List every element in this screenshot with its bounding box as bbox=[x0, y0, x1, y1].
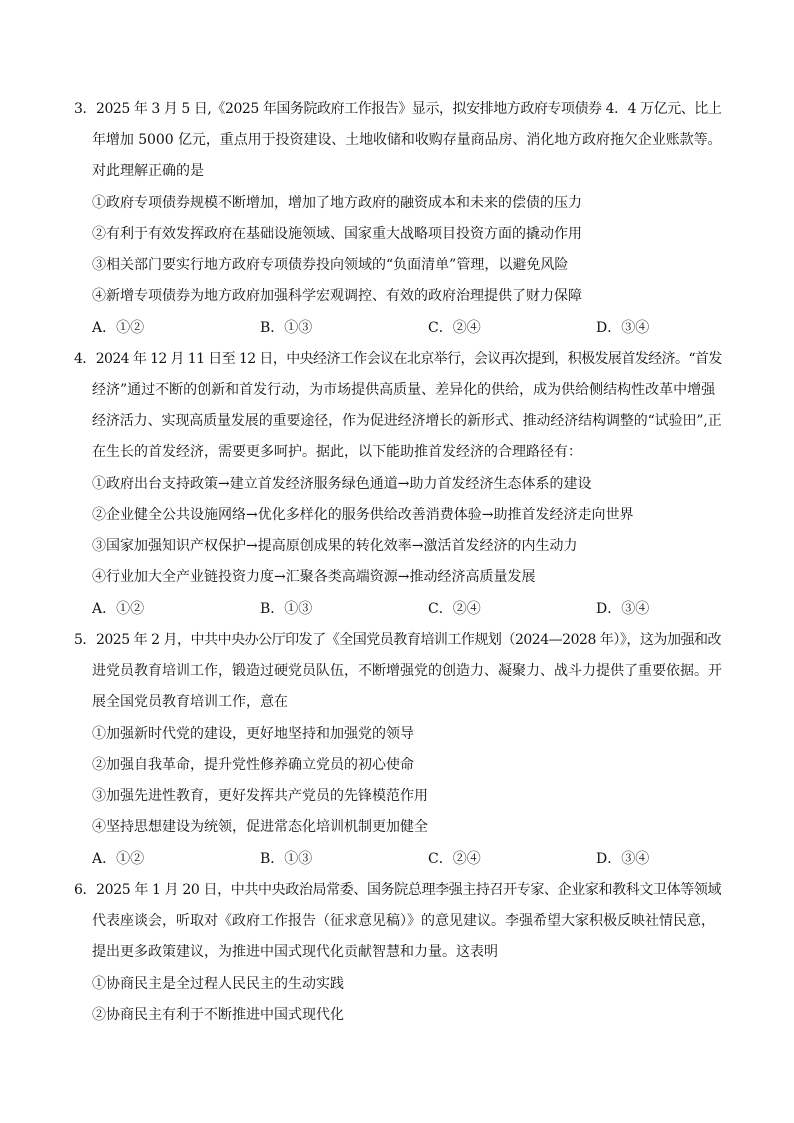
question-3-choice-a: A．①② bbox=[92, 320, 145, 336]
question-4-line-4: 在生长的首发经济，需要更多呵护。据此，以下能助推首发经济的合理路径有： bbox=[92, 444, 582, 460]
question-5-option-2: ②加强自我革命，提升党性修养确立党员的初心使命 bbox=[92, 757, 414, 773]
question-5-choice-a: A．①② bbox=[92, 851, 145, 867]
question-4-option-1: ①政府出台支持政策→建立首发经济服务绿色通道→助力首发经济生态体系的建设 bbox=[92, 476, 592, 492]
question-5-option-1: ①加强新时代党的建设，更好地坚持和加强党的领导 bbox=[92, 726, 414, 742]
question-5-choice-b: B．①③ bbox=[260, 851, 313, 867]
question-3-choice-c: C．②④ bbox=[428, 320, 481, 336]
question-4-choice-a: A．①② bbox=[92, 601, 145, 617]
question-6-line-2: 代表座谈会，听取对《政府工作报告（征求意见稿）》的意见建议。李强希望大家积极反映社情民意， bbox=[92, 913, 715, 929]
question-4-choice-b: B．①③ bbox=[260, 601, 313, 617]
question-6-option-1: ①协商民主是全过程人民民主的生动实践 bbox=[92, 976, 344, 992]
question-3-option-2: ②有利于有效发挥政府在基础设施领域、国家重大战略项目投资方面的撬动作用 bbox=[92, 226, 582, 242]
question-4-option-3: ③国家加强知识产权保护→提高原创成果的转化效率→激活首发经济的内生动力 bbox=[92, 538, 578, 554]
question-6-option-2: ②协商民主有利于不断推进中国式现代化 bbox=[92, 1007, 344, 1023]
question-5-choices bbox=[92, 850, 732, 868]
question-4-choice-c: C．②④ bbox=[428, 601, 481, 617]
question-3-choice-b: B．①③ bbox=[260, 320, 313, 336]
question-5-line-2: 进党员教育培训工作，锻造过硬党员队伍，不断增强党的创造力、凝聚力、战斗力提供了重要依据。开 bbox=[92, 663, 722, 679]
question-3-choices bbox=[92, 319, 732, 337]
question-5-choice-c: C．②④ bbox=[428, 851, 481, 867]
question-6-line-1: 6．2025 年 1 月 20 日，中共中央政治局常委、国务院总理李强主持召开专家、企业家和教科文卫体等领域 bbox=[74, 882, 722, 898]
question-3-line-1: 3．2025 年 3 月 5 日,《2025 年国务院政府工作报告》显示，拟安排地方政府专项债券 4．4 万亿元、比上 bbox=[74, 101, 722, 117]
question-4-option-4: ④行业加大全产业链投资力度→汇聚各类高端资源→推动经济高质量发展 bbox=[92, 569, 536, 585]
question-5-option-3: ③加强先进性教育，更好发挥共产党员的先锋模范作用 bbox=[92, 788, 428, 804]
question-4-choices bbox=[92, 600, 732, 618]
question-4-line-2: 经济”通过不断的创新和首发行动，为市场提供高质量、差异化的供给，成为供给侧结构性改革中增强 bbox=[92, 382, 716, 398]
question-6-line-3: 提出更多政策建议，为推进中国式现代化贡献智慧和力量。这表明 bbox=[92, 944, 498, 960]
question-4-choice-d: D．③④ bbox=[596, 601, 650, 617]
question-5-line-1: 5．2025 年 2 月，中共中央办公厅印发了《全国党员教育培训工作规划（2024—2028 年）》，这为加强和改 bbox=[74, 632, 722, 648]
question-3-option-4: ④新增专项债券为地方政府加强科学宏观调控、有效的政府治理提供了财力保障 bbox=[92, 288, 582, 304]
question-3-option-3: ③相关部门要实行地方政府专项债券投向领域的“负面清单”管理，以避免风险 bbox=[92, 257, 569, 273]
question-3-choice-d: D．③④ bbox=[596, 320, 650, 336]
question-5-choice-d: D．③④ bbox=[596, 851, 650, 867]
question-4-line-1: 4．2024 年 12 月 11 日至 12 日，中央经济工作会议在北京举行，会议再次提到，积极发展首发经济。“首发 bbox=[74, 351, 722, 367]
question-5-line-3: 展全国党员教育培训工作，意在 bbox=[92, 694, 288, 710]
question-3-line-3: 对此理解正确的是 bbox=[92, 163, 204, 179]
question-3-line-2: 年增加 5000 亿元，重点用于投资建设、土地收储和收购存量商品房、消化地方政府拖欠企业账款等。 bbox=[92, 132, 722, 148]
question-4-option-2: ②企业健全公共设施网络→优化多样化的服务供给改善消费体验→助推首发经济走向世界 bbox=[92, 507, 634, 523]
question-5-option-4: ④坚持思想建设为统领，促进常态化培训机制更加健全 bbox=[92, 819, 428, 835]
question-3-option-1: ①政府专项债券规模不断增加，增加了地方政府的融资成本和未来的偿债的压力 bbox=[92, 195, 582, 211]
question-4-line-3: 经济活力、实现高质量发展的重要途径，作为促进经济增长的新形式、推动经济结构调整的“试验田”,正 bbox=[92, 413, 722, 429]
